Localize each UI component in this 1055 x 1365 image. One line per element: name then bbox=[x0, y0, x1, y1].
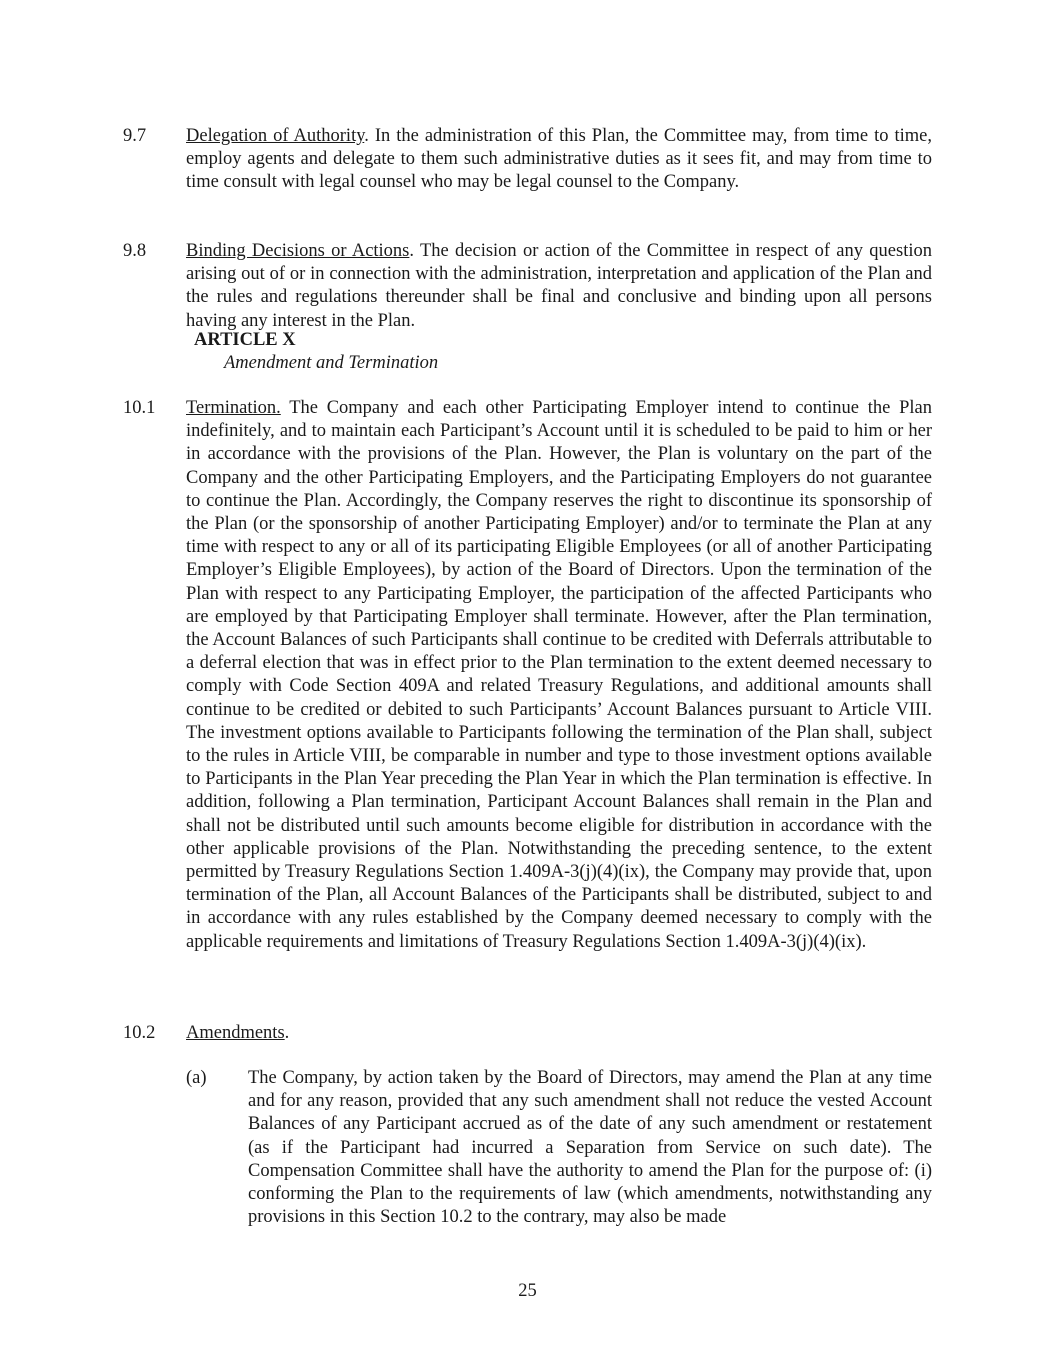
section-body bbox=[186, 125, 932, 195]
section-9-8 bbox=[123, 240, 932, 333]
heading-punct: . bbox=[364, 126, 369, 146]
article-title: ARTICLE X bbox=[194, 330, 296, 350]
section-text: The Company and each other Participating Employer intend to continue the Plan indefinitely, and to maintain each Participant’s Account until it is scheduled to be paid to him or her in accordance with the provisions of the Plan. However, the Plan is voluntary on the part of the Company and the other Participating Employers, and the Participating Employers do not guarantee to continue the Plan. Accordingly, the Company reserves the right to discontinue its sponsorship of the Plan (or the sponsorship of another Participating Employer) and/or to terminate the Plan at any time with respect to any or all of its participating Eligible Employees (or all of another Participating Employer’s Eligible Employees), by action of the Board of Directors. Upon the termination of the Plan with respect to any Participating Employer, the participation of the affected Participants who are employed by that Participating Employer shall terminate. However, after the Plan termination, the Account Balances of such Participants shall continue to be credited with Deferrals attributable to a deferral election that was in effect prior to the Plan termination to the extent deemed necessary to comply with Code Section 409A and related Treasury Regulations, and additional amounts shall continue to be credited or debited to such Participants’ Account Balances pursuant to Article VIII. The investment options available to Participants following the termination of the Plan shall, subject to the rules in Article VIII, be comparable in number and type to those investment options available to Participants in the Plan Year preceding the Plan Year in which the Plan termination is effective. In addition, following a Plan termination, Participant Account Balances shall remain in the Plan and shall not be distributed until such amounts become eligible for distribution in accordance with the other applicable provisions of the Plan. Notwithstanding the preceding sentence, to the extent permitted by Treasury Regulations Section 1.409A-3(j)(4)(ix), the Company may provide that, upon termination of the Plan, all Account Balances of the Participants shall be distributed, subject to and in accordance with any rules established by the Company deemed necessary to comply with the applicable requirements and limitations of Treasury Regulations Section 1.409A-3(j)(4)(ix). bbox=[186, 398, 932, 952]
section-10-2 bbox=[123, 1022, 932, 1045]
subsection-number: (a) bbox=[186, 1068, 207, 1088]
section-number: 9.7 bbox=[123, 126, 147, 146]
section-heading: Termination. bbox=[186, 398, 281, 418]
section-9-7 bbox=[123, 125, 932, 195]
section-body bbox=[186, 397, 932, 954]
section-body bbox=[186, 240, 932, 333]
article-subtitle: Amendment and Termination bbox=[224, 353, 439, 373]
heading-punct: . bbox=[284, 1023, 290, 1043]
section-10-1 bbox=[123, 397, 932, 954]
section-text: The decision or action of the Committee in respect of any question arising out of or in connection with the administration, interpretation and application of the Plan and the rules and regulations thereunder shall be final and conclusive and binding upon all persons having any interest in the Plan. bbox=[186, 241, 932, 331]
section-number: 10.2 bbox=[123, 1023, 156, 1043]
page-number: 25 bbox=[518, 1281, 537, 1301]
section-heading: Delegation of Authority bbox=[186, 126, 365, 146]
section-text: In the administration of this Plan, the Committee may, from time to time, employ agents and delegate to them such administrative duties as it sees fit, and may from time to time consult with legal counsel who may be legal counsel to the Company. bbox=[186, 126, 932, 193]
section-number: 9.8 bbox=[123, 241, 147, 261]
section-number: 10.1 bbox=[123, 398, 156, 418]
section-heading: Amendments bbox=[186, 1023, 285, 1043]
section-10-2-a bbox=[186, 1067, 932, 1229]
section-body bbox=[186, 1022, 932, 1045]
subsection-text: The Company, by action taken by the Board of Directors, may amend the Plan at any time and for any reason, provided that any such amendment shall not reduce the vested Account Balances of any Participant accrued as of the date of any such amendment or restatement (as if the Participant had incurred a Separation from Service on such date). The Compensation Committee shall have the authority to amend the Plan for the purpose of: (i) conforming the Plan to the requirements of law (which amendments, notwithstanding any provisions in this Section 10.2 to the contrary, may also be made bbox=[248, 1068, 932, 1228]
heading-punct: . bbox=[409, 241, 415, 261]
section-heading: Binding Decisions or Actions bbox=[186, 241, 410, 261]
